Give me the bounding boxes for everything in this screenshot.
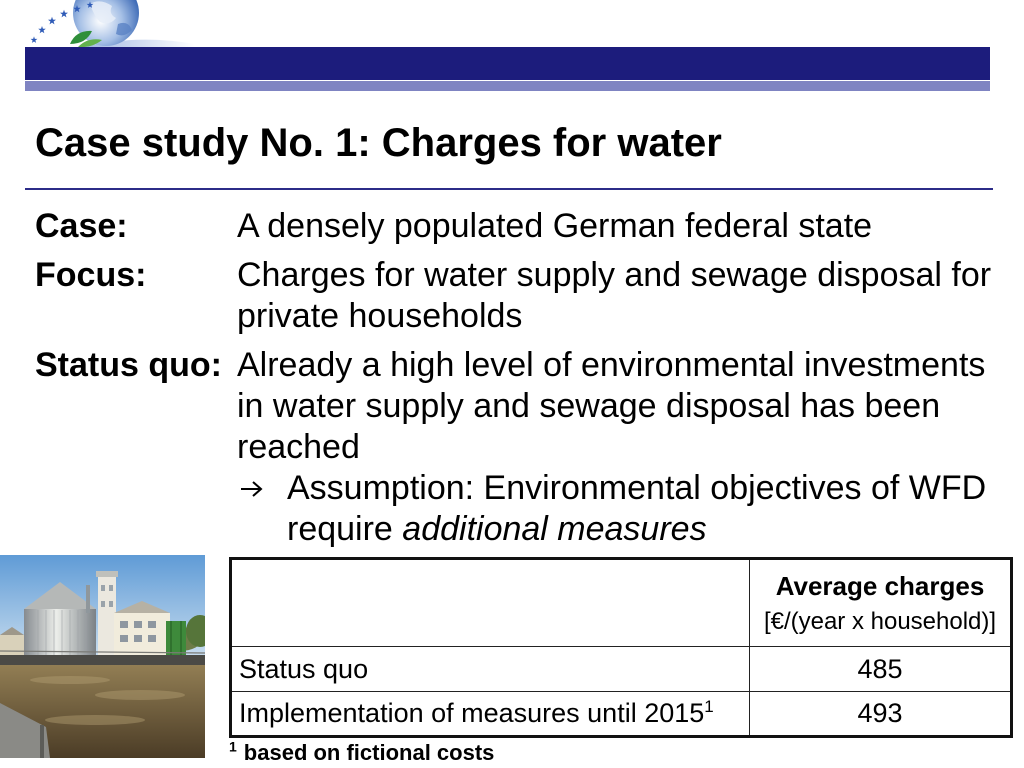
detail-value [237, 345, 985, 468]
table-row-value: 485 [750, 647, 1012, 692]
footnote-text: based on fictional costs [243, 740, 495, 765]
detail-line: Already a high level of environmental investments [237, 346, 986, 384]
average-charges-heading: Average charges [775, 571, 985, 601]
table-row-label: Implementation of measures until 2015 [239, 698, 705, 728]
table-header-row [231, 559, 1012, 647]
title-divider [25, 188, 993, 190]
detail-line: A densely populated German federal state [237, 207, 873, 245]
detail-line: Charges for water supply and sewage disposal for [237, 256, 992, 294]
average-charges-unit: [€/(year x household)] [763, 608, 997, 635]
header-band-accent [25, 81, 990, 91]
globe-with-stars-logo [20, 0, 195, 48]
detail-value [237, 206, 872, 247]
walkway [0, 655, 205, 665]
star-icon [48, 17, 56, 25]
header-band [25, 47, 990, 80]
table-row-value: 493 [750, 692, 1012, 737]
assumption-line [287, 509, 986, 550]
assumption-line-prefix: require [287, 510, 403, 548]
footnote-reference: 1 [704, 697, 714, 716]
star-icon [31, 36, 38, 43]
right-arrow-icon [240, 479, 264, 499]
table-row [231, 692, 1012, 737]
detail-line: private households [237, 297, 523, 335]
slide-title: Case study No. 1: Charges for water [35, 121, 722, 165]
detail-label: Case: [35, 207, 128, 245]
table-row-label-cell [231, 692, 750, 737]
green-frame-structure [166, 621, 186, 657]
detail-label: Status quo: [35, 346, 222, 384]
assumption-line: Assumption: Environmental objectives of WFD [287, 469, 987, 507]
detail-label: Focus: [35, 256, 147, 294]
detail-line: reached [237, 428, 360, 466]
footnote [229, 738, 495, 765]
table-header-cell [750, 559, 1012, 647]
operations-building [114, 601, 170, 657]
detail-line: in water supply and sewage disposal has been [237, 387, 941, 425]
charges-table [229, 557, 1013, 738]
star-icon [60, 10, 68, 18]
railing-post [40, 725, 44, 758]
water-treatment-plant-photo [0, 555, 205, 758]
assumption-emphasis: additional measures [402, 510, 707, 548]
detail-value [237, 255, 991, 337]
table-header-empty-cell [231, 559, 750, 647]
star-icon [38, 26, 46, 33]
table-row-label: Status quo [231, 647, 750, 692]
assumption-text [287, 468, 986, 550]
table-row [231, 647, 1012, 692]
footnote-marker: 1 [229, 738, 237, 755]
